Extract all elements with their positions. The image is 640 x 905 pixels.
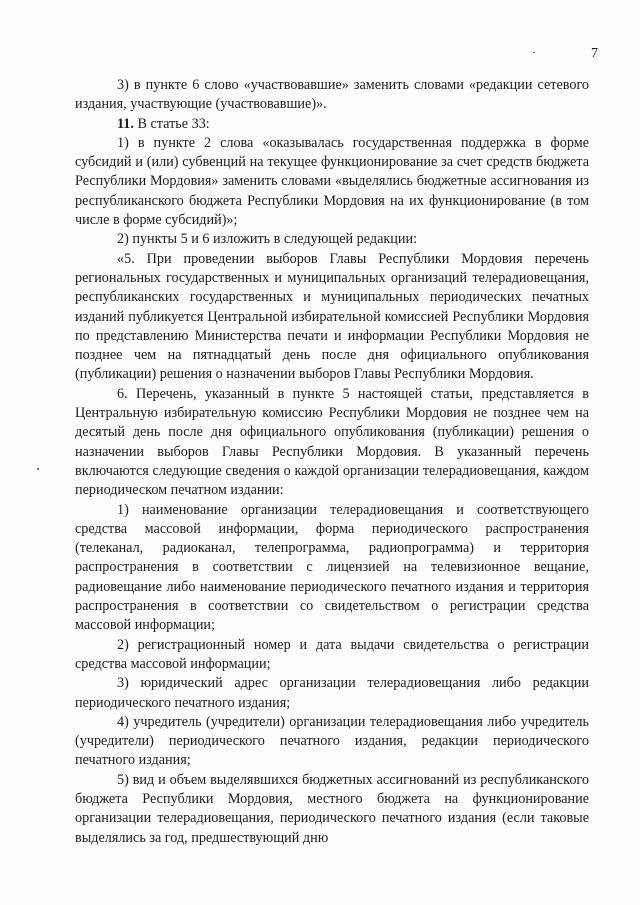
section-heading-text: В статье 33: <box>133 115 210 132</box>
list-item-5-budget: 5) вид и объем выделявшихся бюджетных ассигнований из республиканского бюджета Республики Мордовия, местного бюджета на функционирование организации телерадиовещания, периодического печатного издания (если таковые выделялись за год, предшествующий дню <box>75 771 589 846</box>
paragraph-item-3-amendment: 3) в пункте 6 слово «участвовавшие» заменить словами «редакции сетевого издания, участвующие (участвовавшие)». <box>75 77 589 113</box>
paragraph-clause-6: 6. Перечень, указанный в пункте 5 настоящей статьи, представляется в Центральную избирательную комиссию Республики Мордовия не позднее чем на десятый день после дня официального опубликования (публикации) решения о назначении выборов Главы Республики Мордовия. В указанный перечень включаются следующие сведения о каждой организации телерадиовещания, каждом периодическом печатном издании: <box>75 385 589 499</box>
scan-speck <box>37 468 39 470</box>
scan-speck <box>533 52 535 53</box>
list-item-3-address: 3) юридический адрес организации телерадиовещания либо редакции периодического печатного издания; <box>75 675 589 711</box>
section-number: 11. <box>117 115 134 132</box>
paragraph-item-2-intro: 2) пункты 5 и 6 изложить в следующей редакции: <box>117 231 418 248</box>
paragraph-clause-5: «5. При проведении выборов Главы Республики Мордовия перечень региональных государственных и муниципальных организаций телерадиовещания, республиканских государственных и муниципальных периодических печатных изданий публикуется Центральной избирательной комиссией Республики Мордовия по представлению Министерства печати и информации Республики Мордовия не позднее чем на пятнадцатый день после дня официального опубликования (публикации) решения о назначении выборов Главы Республики Мордовия. <box>75 250 589 383</box>
list-item-1-name: 1) наименование организации телерадиовещания и соответствующего средства массовой информации, форма периодического распространения (телеканал, радиоканал, телепрограмма, радиопрограмма) и территория распространения в соответствии с лицензией на телевизионное вещание, радиовещание либо наименование периодического печатного издания и территория распространения в соответствии со свидетельством о регистрации средства массовой информации; <box>75 501 589 634</box>
paragraph-section-11 <box>75 115 589 134</box>
list-item-4-founder: 4) учредитель (учредители) организации телерадиовещания либо учредитель (учредители) периодического печатного издания, редакции периодического печатного издания; <box>75 713 589 769</box>
paragraph-item-1-subsidies: 1) в пункте 2 слова «оказывалась государственная поддержка в форме субсидий и (или) субвенций на текущее функционирование за счет средств бюджета Республики Мордовия» заменить словами «выделялись бюджетные ассигнования из республиканского бюджета Республики Мордовия на их функционирование (в том числе в форме субсидий)»; <box>75 134 589 229</box>
list-item-2-registration: 2) регистрационный номер и дата выдачи свидетельства о регистрации средства массовой информации; <box>75 636 589 672</box>
document-body <box>75 76 589 848</box>
page-number: 7 <box>591 46 598 61</box>
